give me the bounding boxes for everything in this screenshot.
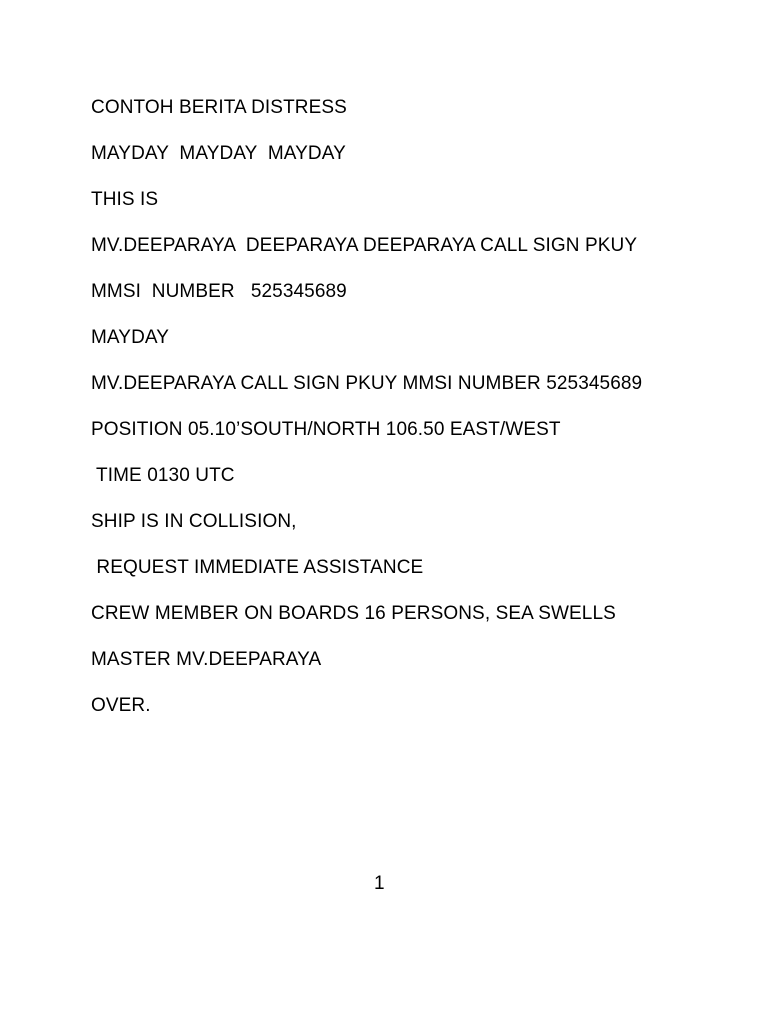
text-line: SHIP IS IN COLLISION, (91, 511, 297, 532)
text-line: THIS IS (91, 189, 159, 210)
heading-line: CONTOH BERITA DISTRESS (91, 97, 347, 118)
text-line: OVER. (91, 695, 151, 716)
text-line: MV.DEEPARAYA CALL SIGN PKUY MMSI NUMBER 525345689 (91, 373, 643, 394)
page-number: 1 (374, 873, 385, 894)
text-line: MAYDAY MAYDAY MAYDAY (91, 143, 346, 164)
text-line: REQUEST IMMEDIATE ASSISTANCE (91, 557, 424, 578)
text-line: CREW MEMBER ON BOARDS 16 PERSONS, SEA SWELLS (91, 603, 616, 624)
text-line: MV.DEEPARAYA DEEPARAYA DEEPARAYA CALL SIGN PKUY (91, 235, 638, 256)
text-line: MAYDAY (91, 327, 170, 348)
text-line: MASTER MV.DEEPARAYA (91, 649, 322, 670)
text-line: TIME 0130 UTC (91, 465, 235, 486)
document-body (91, 94, 731, 738)
text-line: MMSI NUMBER 525345689 (91, 281, 347, 302)
text-line: POSITION 05.10’SOUTH/NORTH 106.50 EAST/WEST (91, 419, 561, 440)
